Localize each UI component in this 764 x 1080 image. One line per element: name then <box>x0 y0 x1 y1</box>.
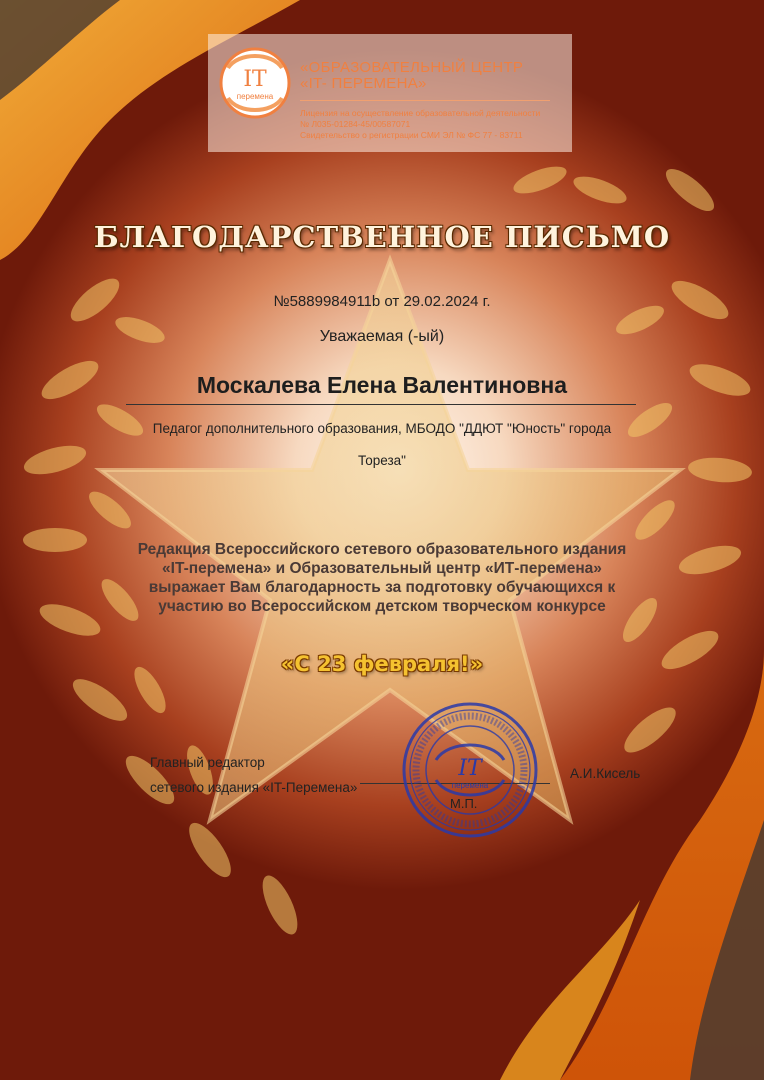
contest-name: «С 23 февраля!» <box>280 652 484 676</box>
org-name-line2: «IT- ПЕРЕМЕНА» <box>300 75 427 92</box>
editor-role-line1: Главный редактор <box>150 755 265 770</box>
recipient-position <box>110 413 654 477</box>
logo-sub: перемена <box>236 92 274 101</box>
body-text <box>100 540 664 616</box>
org-name <box>300 60 565 92</box>
license-info <box>300 108 570 141</box>
body-line4: участию во Всероссийском детском творческом конкурсе <box>158 598 606 615</box>
body-line2: «IT-перемена» и Образовательный центр «ИТ-перемена» <box>162 560 602 577</box>
org-name-line1: «ОБРАЗОВАТЕЛЬНЫЙ ЦЕНТР <box>300 59 524 76</box>
document-title: БЛАГОДАРСТВЕННОЕ ПИСЬМО <box>93 220 671 254</box>
greeting: Уважаемая (-ый) <box>319 328 445 345</box>
editor-role <box>150 750 357 800</box>
stamp-seal <box>400 700 540 840</box>
header-divider <box>300 100 550 101</box>
header-panel <box>208 34 572 152</box>
signer-name: А.И.Кисель <box>570 766 641 781</box>
recipient-underline <box>126 404 636 405</box>
editor-role-line2: сетевого издания «IT-Перемена» <box>150 780 358 795</box>
logo-icon <box>218 46 292 120</box>
license-line2: № Л035-01284-45/00587071 <box>300 119 411 129</box>
license-line1: Лицензия на осуществление образовательной деятельности <box>300 108 541 118</box>
stamp-subtext: перемена <box>451 781 489 790</box>
body-line3: выражает Вам благодарность за подготовку обучающихся к <box>148 579 616 596</box>
license-line3: Свидетельство о регистрации СМИ ЭЛ № ФС 77 - 83711 <box>300 130 523 140</box>
recipient-position-line1: Педагог дополнительного образования, МБОДО "ДДЮТ "Юность" города <box>152 421 612 436</box>
logo-text: IT <box>243 67 267 92</box>
recipient-name: Москалева Елена Валентиновна <box>196 372 568 398</box>
body-line1: Редакция Всероссийского сетевого образовательного издания <box>137 541 627 558</box>
stamp-place: М.П. <box>450 796 478 811</box>
recipient-position-line2: Тореза" <box>358 453 406 468</box>
stamp-text: IT <box>458 756 482 781</box>
document-number: №5889984911b от 29.02.2024 г. <box>273 293 491 310</box>
